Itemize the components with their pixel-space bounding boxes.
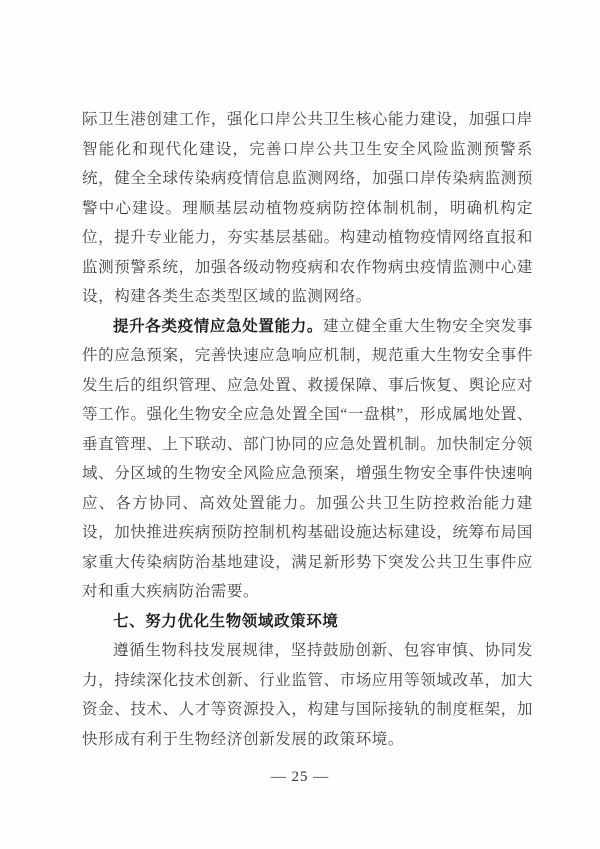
section-heading-7: 七、努力优化生物领域政策环境: [113, 612, 339, 630]
paragraph-body-text: 建立健全重大生物安全突发事件的应急预案，完善快速应急响应机制，规范重大生物安全事件发生后的组织管理、应急处置、救援保障、事后恢复、舆论应对等工作。强化生物安全应急处置全国“一盘棋”，形成属地处置、垂直管理、上下联动、部门协同的应急处置机制。加快制定分领域、分区域的生物安全风险应急预案，增强生物安全事件快速响应、各方协同、高效处置能力。加强公共卫生防控救治能力建设，加快推进疾病预防控制机构基础设施达标建设，统筹布局国家重大传染病防治基地建设，满足新形势下突发公共卫生事件应对和重大疾病防治需要。: [82, 317, 533, 600]
paragraph-port-health-continuation: 际卫生港创建工作，强化口岸公共卫生核心能力建设，加强口岸智能化和现代化建设，完善口岸公共卫生安全风险监测预警系统，健全全球传染病疫情信息监测网络，加强口岸传染病监测预警中心建设。理顺基层动植物疫病防控体制机制，明确机构定位，提升专业能力，夯实基层基础。构建动植物疫情网络直报和监测预警系统，加强各级动物疫病和农作物病虫疫情监测中心建设，构建各类生态类型区域的监测网络。: [82, 111, 533, 305]
paragraph-policy-environment: 遵循生物科技发展规律，坚持鼓励创新、包容审慎、协同发力，持续深化技术创新、行业监管、市场应用等领域改革，加大资金、技术、人才等资源投入，构建与国际接轨的制度框架，加快形成有利于生物经济创新发展的政策环境。: [82, 642, 533, 748]
paragraph-bold-lead: 提升各类疫情应急处置能力。: [113, 317, 324, 335]
page-footer: [0, 768, 600, 786]
document-body: [82, 105, 533, 754]
page-number: — 25 —: [270, 769, 330, 785]
paragraph-epidemic-emergency-response: [82, 312, 533, 607]
